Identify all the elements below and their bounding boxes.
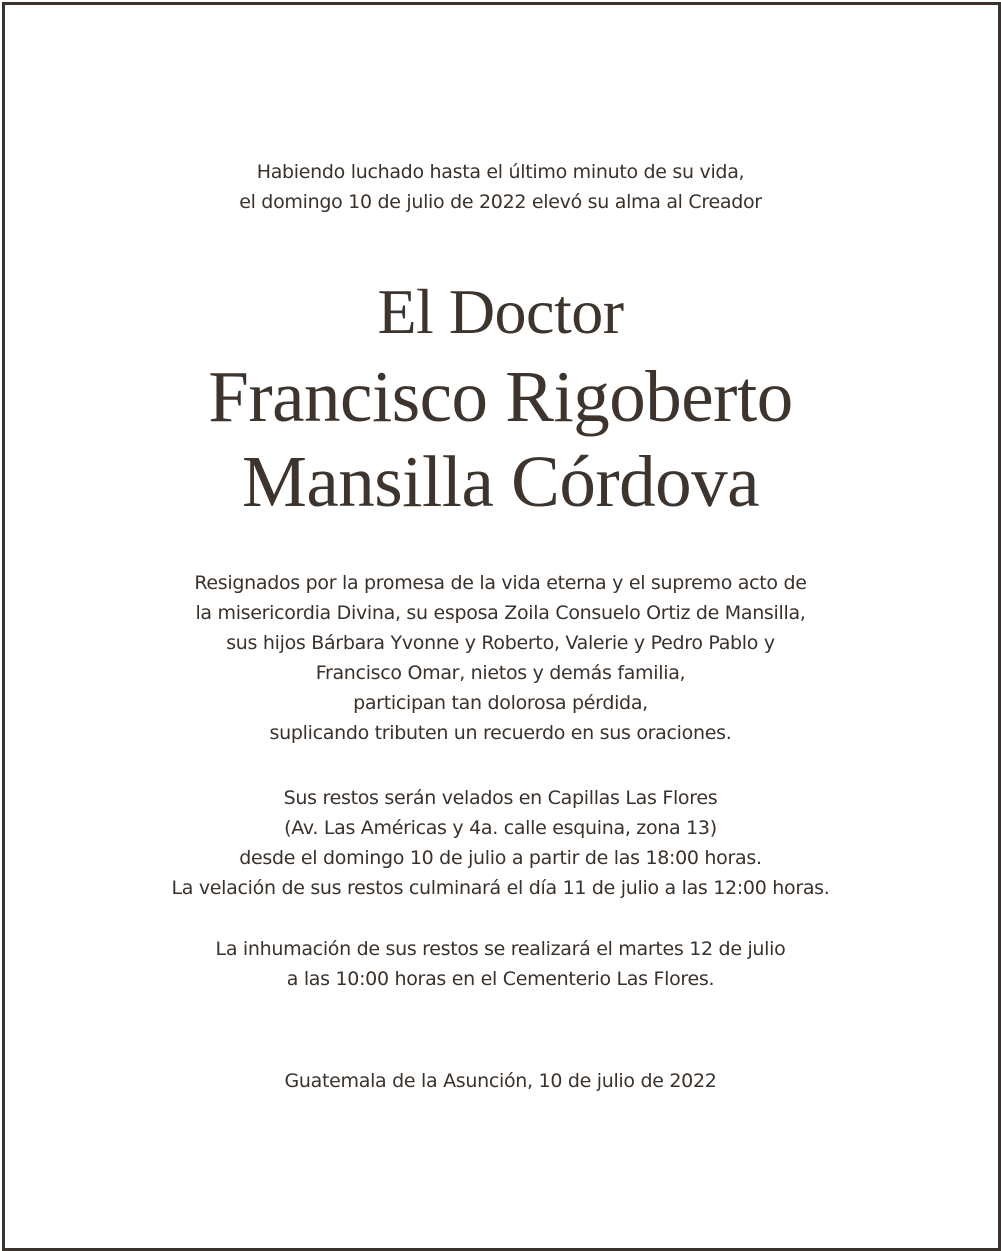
paragraph-line: suplicando tributen un recuerdo en sus oraciones.	[269, 722, 732, 744]
burial-paragraph	[0, 934, 1001, 994]
intro-line: Habiendo luchado hasta el último minuto de su vida,	[256, 161, 745, 183]
honorific-title: El Doctor	[377, 276, 624, 347]
paragraph-line: La velación de sus restos culminará el día 11 de julio a las 12:00 horas.	[171, 877, 830, 899]
paragraph-line: la misericordia Divina, su esposa Zoila Consuelo Ortiz de Mansilla,	[195, 602, 806, 624]
paragraph-line: desde el domingo 10 de julio a partir de las 18:00 horas.	[239, 847, 762, 869]
paragraph-line: a las 10:00 horas en el Cementerio Las Flores.	[286, 968, 715, 990]
place-and-date: Guatemala de la Asunción, 10 de julio de 2022	[284, 1070, 717, 1092]
wake-paragraph	[0, 783, 1001, 903]
paragraph-line: (Av. Las Américas y 4a. calle esquina, zona 13)	[284, 817, 717, 839]
paragraph-line: Resignados por la promesa de la vida eterna y el supremo acto de	[194, 572, 807, 594]
family-paragraph	[0, 568, 1001, 748]
intro-line: el domingo 10 de julio de 2022 elevó su alma al Creador	[239, 191, 762, 213]
deceased-name-first: Francisco Rigoberto	[208, 356, 793, 437]
paragraph-line: La inhumación de sus restos se realizará el martes 12 de julio	[215, 938, 786, 960]
paragraph-line: sus hijos Bárbara Yvonne y Roberto, Valerie y Pedro Pablo y	[226, 632, 775, 654]
intro-text	[0, 157, 1001, 217]
paragraph-line: Sus restos serán velados en Capillas Las Flores	[283, 787, 718, 809]
deceased-name-last: Mansilla Córdova	[241, 441, 760, 522]
paragraph-line: Francisco Omar, nietos y demás familia,	[315, 662, 686, 684]
paragraph-line: participan tan dolorosa pérdida,	[353, 692, 648, 714]
